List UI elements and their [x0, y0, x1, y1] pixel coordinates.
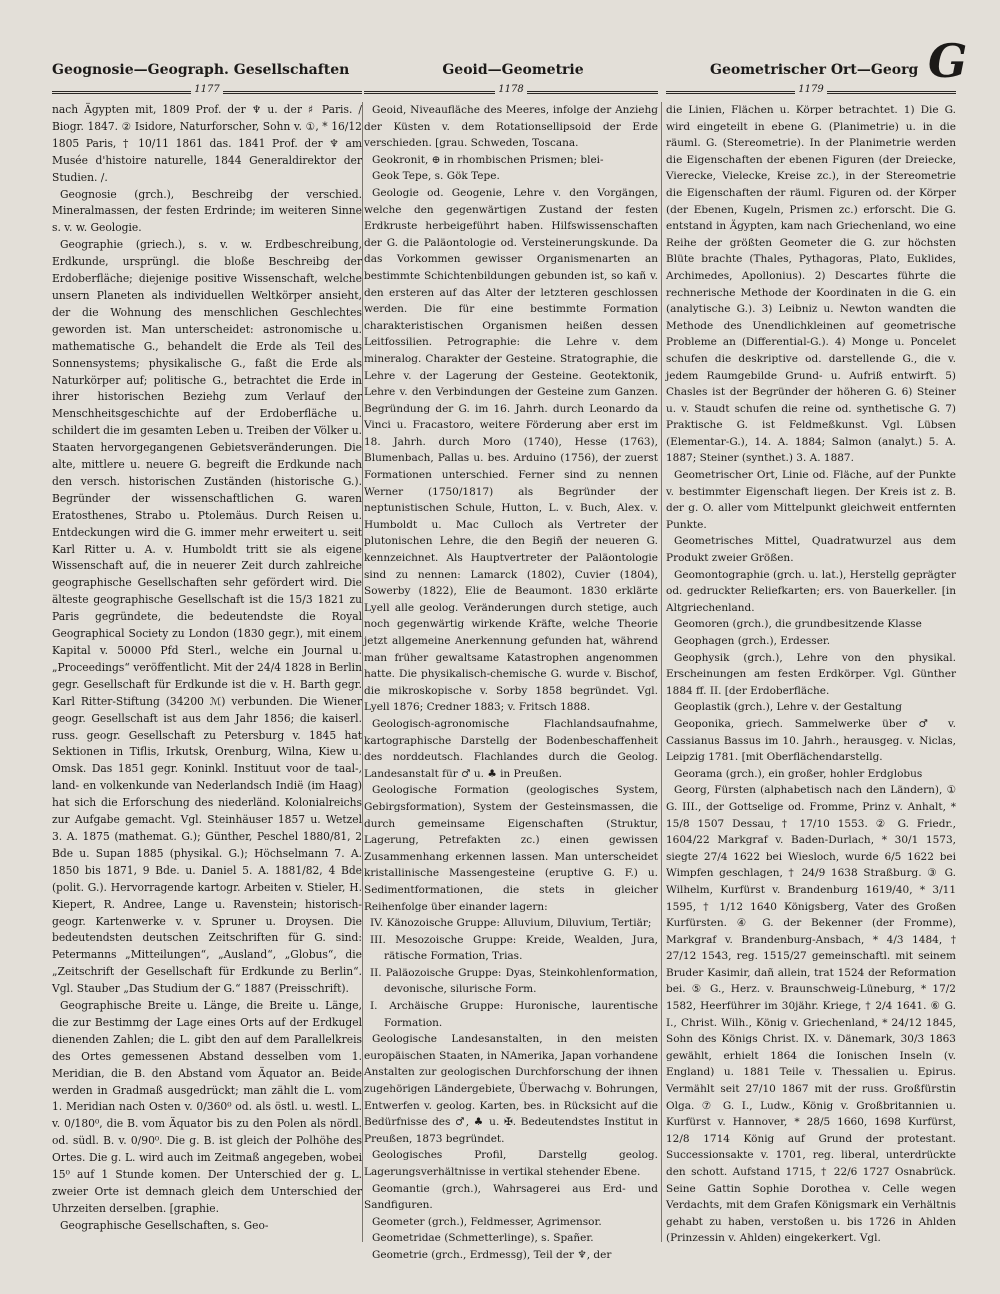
- page-number-right: 1179: [795, 84, 826, 95]
- entry-geometer: Geometer (grch.), Feldmesser, Agrimensor.: [372, 1215, 602, 1228]
- list-item: II. Paläozoische Gruppe: Dyas, Steinkohlenformation, devonische, silurische Form.: [370, 966, 658, 996]
- entry-geoplastik: Geoplastik (grch.), Lehre v. der Gestaltung: [674, 701, 902, 714]
- entry-geologisches-profil: Geologisches Profil, Darstellg geolog. Lagerungsverhältnisse in vertikal stehender Ebene.: [364, 1149, 658, 1178]
- entry-geophagen: Geophagen (grch.), Erdesser.: [674, 635, 831, 647]
- entry-geographische-breite: Geographische Breite u. Länge, die Breite u. Länge, die zur Bestimmg der Lage eines Orts auf der Erdkugel dienenden Zahlen; die L. gibt den auf dem Parallelkreis des Ortes gemessenen Abstand desselben vom 1. Meridian, die B. den Abstand vom Äquator an. Beide werden in Gradmaß ausgedrückt; man zählt die L. vom 1. Meridian nach Osten v. 0/360⁰ od. als östl. u. westl. L. v. 0/180⁰, die B. vom Äquator bis zu den Polen als nördl. od. südl. B. v. 0/90⁰. Die g. B. ist gleich der Polhöhe des Ortes. Die g. L. wird auch im Zeitmaß angegeben, wobei 15⁰ auf 1 Stunde komen. Der Unterschied der g. L. zweier Orte ist demnach gleich dem Unterschied der Uhrzeiten derselben. [graphie.: [52, 999, 362, 1215]
- column-right: [666, 102, 956, 1247]
- formation-list: [370, 915, 658, 1031]
- entry-geometridae: Geometridae (Schmetterlinge), s. Spañer.: [372, 1232, 594, 1245]
- entry-geometrischer-ort: Geometrischer Ort, Linie od. Fläche, auf der Punkte v. bestimmter Eigenschaft liegen. Der Kreis ist z. B. der g. O. aller vom Mittelpunkt gleichweit entfernten Punkte.: [666, 469, 956, 531]
- header-left: Geognosie—Geograph. Gesellschaften: [52, 62, 350, 78]
- entry-geoid: Geoid, Niveaufläche des Meeres, infolge der Anziehg der Küsten v. dem Rotationsellipsoid der Erde verschieden. [grau. Schweden, Toscana.: [364, 104, 658, 150]
- entry-flachlandsaufnahme: Geologisch-agronomische Flachlandsaufnahme, kartographische Darstellg der Bodenbeschaffenheit des norddeutsch. Flachlandes durch die Geolog. Landesanstalt für ♂ u. ♣ in Preußen.: [364, 717, 658, 780]
- entry-geographische-gesellschaften: Geographische Gesellschaften, s. Geo-: [60, 1218, 269, 1232]
- entry-georg: Georg, Fürsten (alphabetisch nach den Ländern), ① G. III., der Gottselige od. Fromme, Prinz v. Anhalt, * 15/8 1507 Dessau, † 17/10 1553. ② G. Friedr., 1604/22 Markgraf v. Baden-Durlach, * 30/1 1573, siegte 27/4 1622 bei Wiesloch, wurde 6/5 1622 bei Wimpfen geschlagen, † 24/9 1638 Straßburg. ③ G. Wilhelm, Kurfürst v. Brandenburg 1619/40, * 3/11 1595, † 1/12 1640 Königsberg, Vater des Großen Kurfürsten. ④ G. der Bekenner (der Fromme), Markgraf v. Brandenburg-Ansbach, * 4/3 1484, † 27/12 1543, reg. 1515/27 gemeinschaftl. mit seinem Bruder Kasimir, dañ allein, trat 1524 der Reformation bei. ⑤ G., Herz. v. Braunschweig-Lüneburg, * 17/2 1582, Heerführer im 30jähr. Kriege, † 2/4 1641. ⑥ G. I., Christ. Wilh., König v. Griechenland, * 24/12 1845, Sohn des Königs Christ. IX. v. Dänemark, 30/3 1863 gewählt, erhielt 1864 die Ionischen Inseln (v. England) u. 1881 Teile v. Thessalien u. Epirus. Vermählt seit 27/10 1867 mit der russ. Großfürstin Olga. ⑦ G. I., Ludw., König v. Großbritannien u. Kurfürst v. Hannover, * 28/5 1660, 1698 Kurfürst, 12/8 1714 König auf Grund der protestant. Successionsakte v. 1701, reg. liberal, unterdrückte den schott. Aufstand 1715, † 22/6 1727 Osnabrück. Seine Gattin Sophie Dorothea v. Celle wegen Verdachts, mit dem Grafen Königsmark ein Verhältnis gehabt zu haben, verstoßen u. bis 1726 in Ahlden (Prinzessin v. Ahlden) eingekerkert. Vgl.: [666, 784, 956, 1245]
- list-item: III. Mesozoische Gruppe: Kreide, Wealden, Jura, rätische Formation, Trias.: [370, 933, 658, 963]
- entry-geomantie: Geomantie (grch.), Wahrsagerei aus Erd- und Sandfiguren.: [364, 1182, 658, 1212]
- header-right: Geometrischer Ort—Georg: [710, 62, 919, 78]
- page-number-center: 1178: [495, 84, 526, 95]
- list-item: IV. Känozoische Gruppe: Alluvium, Diluvium, Tertiär;: [370, 917, 652, 930]
- entry-geomontographie: Geomontographie (grch. u. lat.), Herstellg geprägter od. gedruckter Reliefkarten; ers. von Bauerkeller. [in Altgriechenland.: [666, 568, 956, 614]
- entry-geomoren: Geomoren (grch.), die grundbesitzende Klasse: [674, 618, 922, 631]
- entry-geoponika: Geoponika, griech. Sammelwerke über ♂ v. Cassianus Bassus im 10. Jahrh., herausgeg. v. Niclas, Leipzig 1781. [mit Oberflächendarstellg.: [666, 717, 956, 764]
- entry-geographie: Geographie (griech.), s. v. w. Erdbeschreibung, Erdkunde, ursprüngl. die bloße Beschreibg der Erdoberfläche; diejenige positive Wissenschaft, welche unsern Planeten als individuellen Weltkörper ansieht, der die Wohnung des menschlichen Geschlechtes geworden ist. Man unterscheidet: astronomische u. mathematische G., behandelt die Erde als Teil des Sonnensystems; physikalische G., faßt die Erde als Naturkörper auf; politische G., betrachtet die Erde in ihrer historischen Beziehg zum Verlauf der Menschheitsgeschichte auf der Erdoberfläche u. schildert die im gesamten Leben u. Treiben der Völker u. Staaten hervorgegangenen Gebietsveränderungen. Die alte, mittlere u. neuere G. begreift die Erdkunde nach den versch. historischen Zuständen (historische G.). Begründer der wissenschaftlichen G. waren Eratosthenes, Strabo u. Ptolemäus. Durch Reisen u. Entdeckungen wird die G. immer mehr erweitert u. seit Karl Ritter u. A. v. Humboldt tritt sie als eigene Wissenschaft auf, die in neuerer Zeit durch zahlreiche geographische Gesellschaften sehr gefördert wird. Die älteste geographische Gesellschaft ist die 15/3 1821 zu Paris gegründete, die bedeutendste die Royal Geographical Society zu London (1830 gegr.), mit einem Kapital v. 50000 Pfd Sterl., welche ein Journal u. „Proceedings“ veröffentlicht. Mit der 24/4 1828 in Berlin gegr. Gesellschaft für Erdkunde ist die v. H. Barth gegr. Karl Ritter-Stiftung (34200 ℳ) verbunden. Die Wiener geogr. Gesellschaft ist aus dem Jahr 1856; die kaiserl. russ. geogr. Gesellschaft zu Petersburg v. 1845 hat Sektionen in Tiflis, Irkutsk, Orenburg, Wilna, Kiew u. Omsk. Das 1851 gegr. Koninkl. Instituut voor de taal-, land- en volkenkunde van Nederlandsch Indië (im Haag) hat sich die Erforschung des niederländ. Kolonialreichs zur Aufgabe gemacht. Vgl. Steinhäuser 1857 u. Wetzel 3. A. 1875 (mathemat. G.); Günther, Peschel 1880/81, 2 Bde u. Supan 1885 (physikal. G.); Höchselmann 7. A. 1850 bis 1871, 9 Bde. u. Daniel 5. A. 1881/82, 4 Bde (polit. G.). Hervorragende kartogr. Arbeiten v. Stieler, H. Kiepert, R. Andree, Lange u. Ravenstein; historisch-geogr. Kartenwerke v. v. Spruner u. Droysen. Die bedeutendsten deutschen Zeitschriften für G. sind: Petermanns „Mitteilungen“, „Ausland“, „Globus“, die „Zeitschrift der Gesellschaft für Erdkunde zu Berlin“. Vgl. Stauber „Das Studium der G.“ 1887 (Preisschrift).: [52, 238, 362, 996]
- section-letter: G: [928, 34, 968, 88]
- page-number-right-bar: [666, 86, 956, 98]
- entry-geok-tepe: Geok Tepe, s. Gök Tepe.: [372, 170, 500, 183]
- list-item: I. Archäische Gruppe: Huronische, laurentische Formation.: [370, 1000, 658, 1029]
- column-left: [52, 102, 362, 1235]
- entry-geometrisches-mittel: Geometrisches Mittel, Quadratwurzel aus dem Produkt zweier Größen.: [666, 535, 956, 565]
- entry-geophysik: Geophysik (grch.), Lehre von den physikal. Erscheinungen am festen Erdkörper. Vgl. Günther 1884 ff. II. [der Erdoberfläche.: [666, 651, 956, 697]
- header-center: Geoid—Geometrie: [442, 62, 584, 78]
- entry-geologie: Geologie od. Geogenie, Lehre v. den Vorgängen, welche den gegenwärtigen Zustand der festen Erdkruste herbeigeführt haben. Hilfswissenschaften der G. die Paläontologie od. Versteinerungskunde. Da das Vorkommen gewisser Organismenarten an bestimmte Schichtenbildungen gebunden ist, so kañ v. den ersteren auf das Alter der letzteren geschlossen werden. Die für eine bestimmte Formation charakteristischen Organismen heißen dessen Leitfossilien. Petrographie: die Lehre v. dem mineralog. Charakter der Gesteine. Stratographie, die Lehre v. der Lagerung der Gesteine. Geotektonik, Lehre v. den Verbindungen der Gesteine zum Ganzen. Begründung der G. im 16. Jahrh. durch Leonardo da Vinci u. Fracastoro, weitere Förderung aber erst im 18. Jahrh. durch Moro (1740), Hesse (1763), Blumenbach, Pallas u. bes. Arduino (1756), der zuerst Formationen unterschied. Ferner sind zu nennen Werner (1750/1817) als Begründer der neptunistischen Schule, Hutton, L. v. Buch, Alex. v. Humboldt u. Mac Culloch als Vertreter der plutonischen Lehre, die den Begiñ der neueren G. kennzeichnet. Als Hauptvertreter der Paläontologie sind zu nennen: Lamarck (1802), Cuvier (1804), Sowerby (1822), Elie de Beaumont. 1830 erklärte Lyell alle geolog. Veränderungen durch stetige, auch noch gegenwärtig wirkende Kräfte, welche Theorie jetzt allgemeine Anerkennung gefunden hat, während man früher gewaltsame Katastrophen angenommen hatte. Die physikalisch-chemische G. wurde v. Bischof, die mikroskopische v. Sorby 1858 begründet. Vgl. Lyell 1876; Credner 1883; v. Fritsch 1888.: [364, 186, 658, 714]
- column-divider: [362, 102, 363, 1242]
- column-center: [364, 102, 658, 1264]
- entry-landesanstalten: Geologische Landesanstalten, in den meisten europäischen Staaten, in NAmerika, Japan vorhandene Anstalten zur geologischen Durchforschung der ihnen zugehörigen Ländergebiete, Überwachg v. Bohrungen, Entwerfen v. geolog. Karten, bes. in Rücksicht auf die Bedürfnisse des ♂, ♣ u. ✠. Bedeutendstes Institut in Preußen, 1873 begründet.: [364, 1033, 658, 1145]
- entry-geometrie-continuation: die Linien, Flächen u. Körper betrachtet. 1) Die G. wird eingeteilt in ebene G. (Planimetrie) u. in die räuml. G. (Stereometrie). In der Planimetrie werden die Eigenschaften der ebenen Figuren (der Dreiecke, Vierecke, Vielecke, Kreise zc.), in der Stereometrie die Eigenschaften der räuml. Figuren od. der Körper (der Ebenen, Kugeln, Prismen zc.) erforscht. Die G. entstand in Ägypten, kam nach Griechenland, wo eine Reihe der größten Geometer die G. zur höchsten Blüte brachte (Thales, Pythagoras, Plato, Euklides, Archimedes, Apollonius). 2) Descartes führte die rechnerische Methode der Koordinaten in die G. ein (analytische G.). 3) Leibniz u. Newton wandten die Methode des Unendlichkleinen auf geometrische Probleme an (Differential-G.). 4) Monge u. Poncelet schufen die deskriptive od. darstellende G., die v. jedem Raumgebilde Grund- u. Aufriß entwirft. 5) Chasles ist der Begründer der höheren G. 6) Steiner u. v. Staudt schufen die reine od. synthetische G. 7) Praktische G. ist Feldmeßkunst. Vgl. Lübsen (Elementar-G.), 14. A. 1884; Salmon (analyt.) 5. A. 1887; Steiner (synthet.) 3. A. 1887.: [666, 104, 956, 465]
- entry-geognosie: Geognosie (grch.), Beschreibg der verschied. Mineralmassen, der festen Erdrinde; im weiteren Sinne s. v. w. Geologie.: [52, 187, 362, 235]
- entry-continuation: nach Ägypten mit, 1809 Prof. der ♆ u. der ♯ Paris. / Biogr. 1847. ② Isidore, Naturforscher, Sohn v. ①, * 16/12 1805 Paris, † 10/11 1861 das. 1841 Prof. der ♆ am Musée d'histoire naturelle, 1844 Generaldirektor der Studien. /.: [52, 103, 362, 184]
- entry-georama: Georama (grch.), ein großer, hohler Erdglobus: [674, 767, 923, 780]
- page-number-left: 1177: [191, 84, 222, 95]
- entry-geometrie: Geometrie (grch., Erdmessg), Teil der ♆, der: [372, 1248, 612, 1261]
- entry-geokronit: Geokronit, ⊕ in rhombischen Prismen; blei-: [372, 153, 604, 166]
- page-number-center-bar: [364, 86, 658, 98]
- entry-geologische-formation: Geologische Formation (geologisches System, Gebirgsformation), System der Gesteinsmassen, die durch gemeinsame Eigenschaften (Struktur, Lagerung, Petrefakten zc.) einen gewissen Zusammenhang erkennen lassen. Man unterscheidet kristallinische Massengesteine (eruptive G. F.) u. Sedimentformationen, die stets in gleicher Reihenfolge über einander lagern:: [364, 784, 658, 913]
- page-number-left-bar: [52, 86, 362, 98]
- column-divider: [661, 102, 662, 1242]
